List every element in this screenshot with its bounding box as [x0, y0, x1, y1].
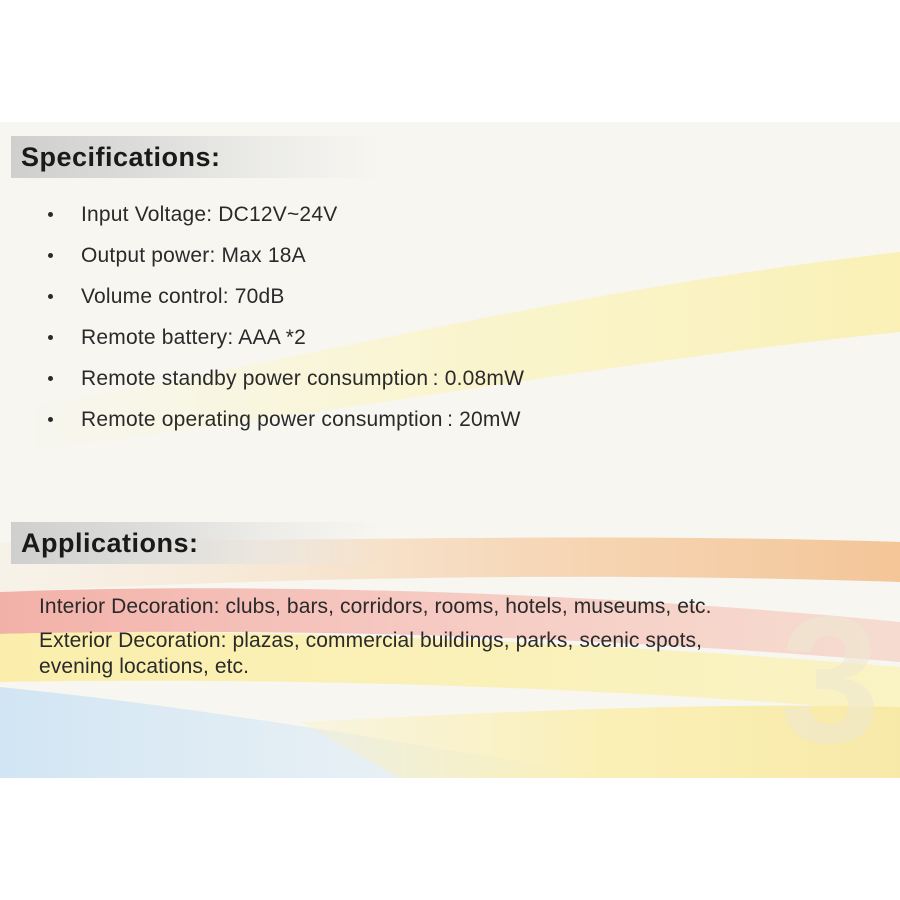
bullet-icon — [48, 294, 53, 299]
spec-item-output-power — [46, 235, 524, 276]
bullet-icon — [48, 376, 53, 381]
bullet-icon — [48, 212, 53, 217]
bullet-icon — [48, 335, 53, 340]
spec-item-text: Remote operating power consumption : 20mW — [81, 408, 521, 431]
exterior-decoration-line: Exterior Decoration: plazas, commercial buildings, parks, scenic spots, — [39, 629, 703, 652]
spec-item-remote-battery — [46, 317, 524, 358]
spec-sheet-panel — [0, 122, 900, 778]
spec-item-text: Remote standby power consumption : 0.08mW — [81, 367, 525, 390]
applications-heading-band — [11, 522, 381, 564]
applications-heading: Applications: — [21, 527, 199, 558]
specifications-heading-band — [11, 136, 381, 178]
applications-text — [39, 592, 894, 682]
specifications-list — [46, 194, 524, 440]
svg-text:3: 3 — [780, 580, 881, 778]
spec-item-text: Volume control: 70dB — [81, 285, 285, 308]
spec-item-text: Output power: Max 18A — [81, 244, 306, 267]
specifications-heading: Specifications: — [21, 141, 221, 172]
spec-item-operating-power — [46, 399, 524, 440]
bullet-icon — [48, 253, 53, 258]
spec-item-input-voltage — [46, 194, 524, 235]
interior-decoration-line: Interior Decoration: clubs, bars, corridors, rooms, hotels, museums, etc. — [39, 595, 712, 618]
spec-item-text: Input Voltage: DC12V~24V — [81, 203, 338, 226]
exterior-decoration-continuation: evening locations, etc. — [39, 655, 250, 678]
spec-item-text: Remote battery: AAA *2 — [81, 326, 307, 349]
spec-item-standby-power — [46, 358, 524, 399]
spec-item-volume-control — [46, 276, 524, 317]
bullet-icon — [48, 417, 53, 422]
